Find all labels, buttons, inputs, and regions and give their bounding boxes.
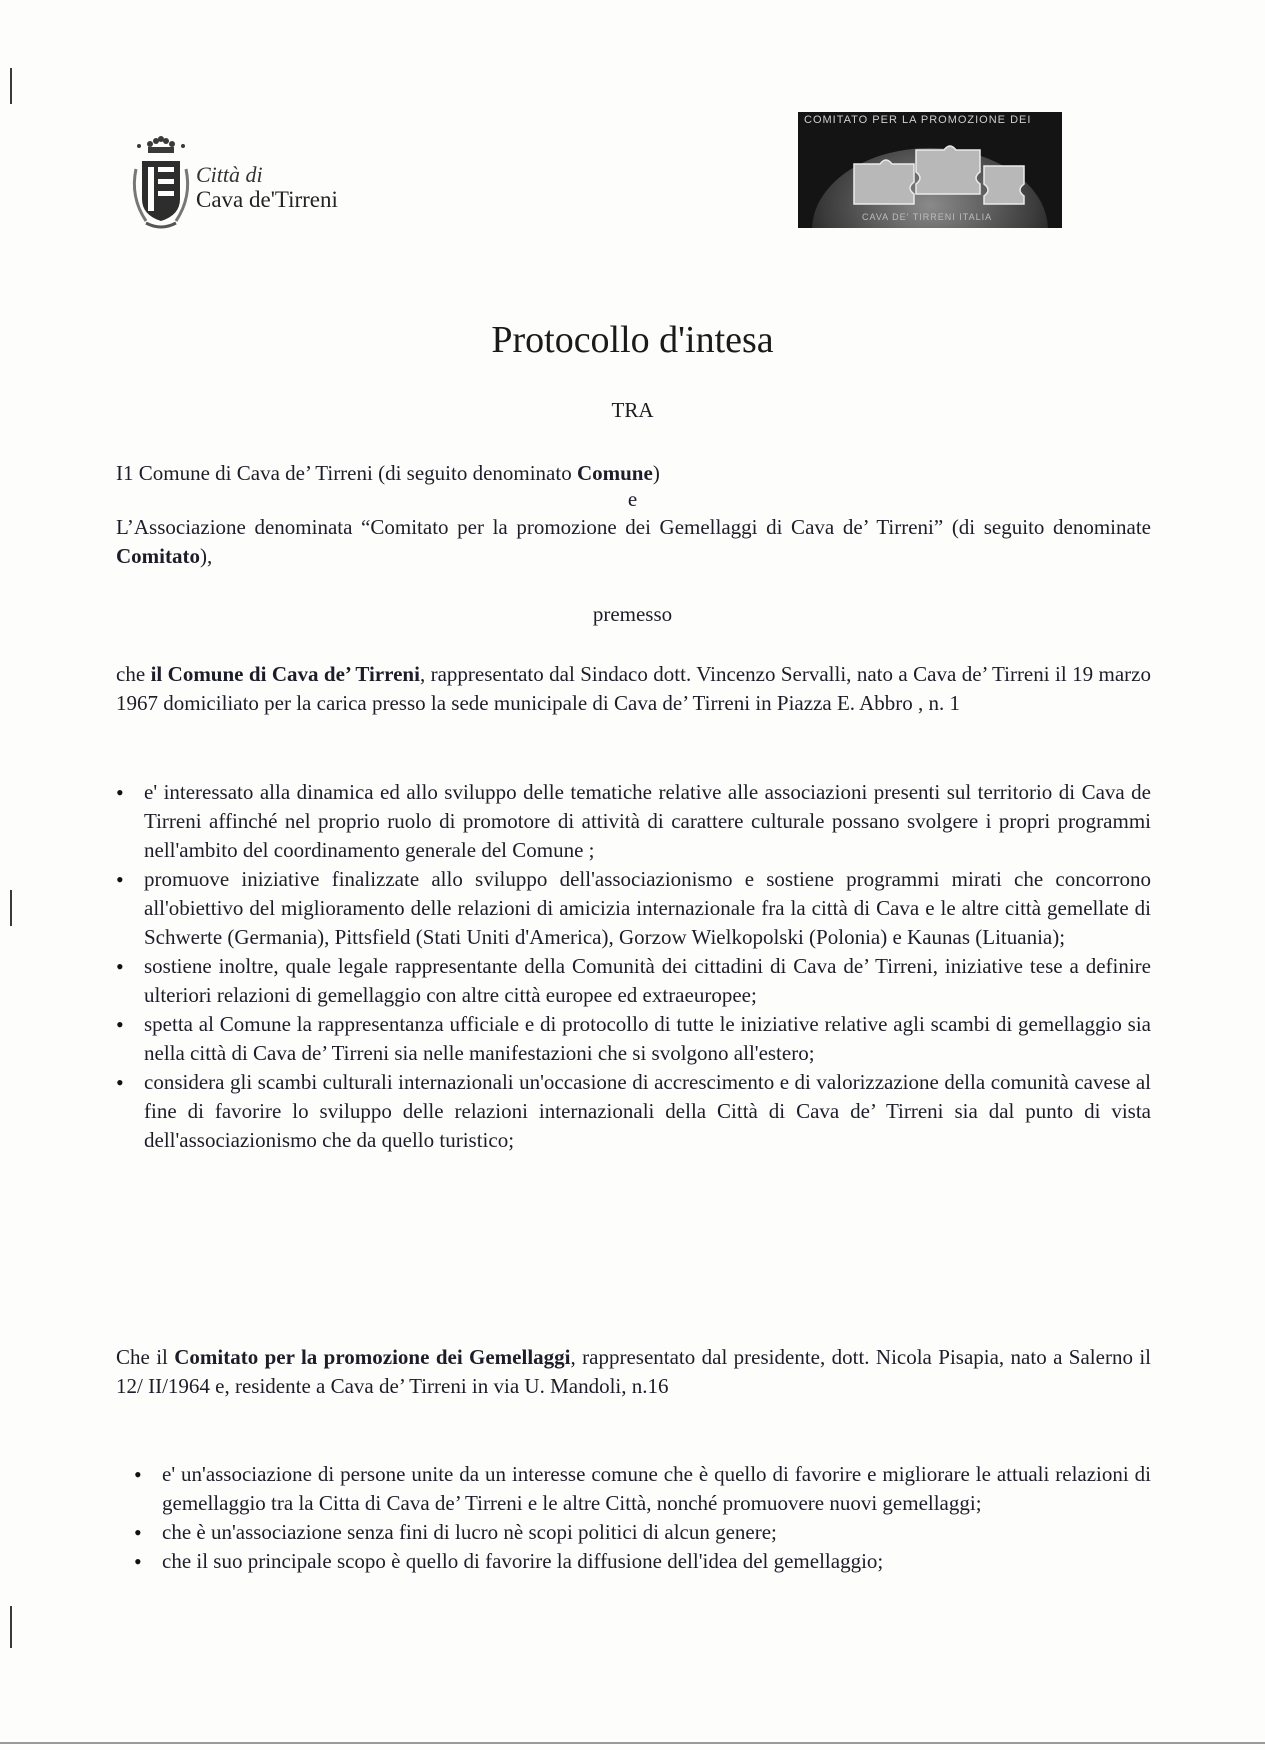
scan-mark bbox=[10, 68, 12, 104]
party-comitato-prefix: L’Associazione denominata “Comitato per la promozione dei Gemellaggi di Cava de’ Tirreni” (di seguito denominate bbox=[116, 515, 1151, 539]
committee-logo-title: COMITATO PER LA PROMOZIONE DEI bbox=[804, 114, 1032, 126]
list-item: • spetta al Comune la rappresentanza ufficiale e di protocollo di tutte le iniziative relative agli scambi di gemellaggio sia nella città di Cava de’ Tirreni sia nelle manifestazioni che si svolgono all'estero; bbox=[144, 1010, 1151, 1068]
list-item: • sostiene inoltre, quale legale rappresentante della Comunità dei cittadini di Cava de’ Tirreni, iniziative tese a definire ulteriori relazioni di gemellaggio con altre città europee ed extraeuropee; bbox=[144, 952, 1151, 1010]
comune-intro-prefix: che bbox=[116, 662, 151, 686]
comitato-intro-bold: Comitato per la promozione dei Gemellaggi bbox=[174, 1345, 571, 1369]
comitato-intro-prefix: Che il bbox=[116, 1345, 175, 1369]
tra-label: TRA bbox=[611, 398, 654, 422]
list-item: • che il suo principale scopo è quello di favorire la diffusione dell'idea del gemellaggio; bbox=[162, 1547, 1151, 1576]
party-comitato-suffix: ), bbox=[199, 544, 213, 568]
city-logo-line1: Città di bbox=[196, 162, 263, 187]
scan-mark bbox=[10, 890, 12, 926]
party-comitato bbox=[116, 513, 1151, 571]
conjunction-e: e bbox=[627, 487, 638, 511]
party-comune bbox=[116, 459, 1151, 488]
city-logo-line2: Cava de'Tirreni bbox=[196, 187, 338, 213]
page-title: Protocollo d'intesa bbox=[491, 319, 774, 361]
comitato-intro bbox=[116, 1343, 1151, 1401]
list-item: • considera gli scambi culturali internazionali un'occasione di accrescimento e di valorizzazione della comunità cavese al fine di favorire lo sviluppo delle relazioni internazionali della Città di Cava de’ Tirreni sia dal punto di vista dell'associazionismo che da quello turistico; bbox=[144, 1068, 1151, 1155]
city-logo bbox=[118, 135, 398, 235]
party-comune-bold: Comune bbox=[576, 461, 653, 485]
party-comune-prefix: I1 Comune di Cava de’ Tirreni (di seguito denominato bbox=[116, 461, 577, 485]
list-item: • che è un'associazione senza fini di lucro nè scopi politici di alcun genere; bbox=[162, 1518, 1151, 1547]
committee-logo-subtitle: CAVA DE' TIRRENI ITALIA bbox=[862, 212, 993, 222]
list-item: • e' un'associazione di persone unite da un interesse comune che è quello di favorire e migliorare le attuali relazioni di gemellaggio tra la Citta di Cava de’ Tirreni e le altre Città, nonché promuovere nuovi gemellaggi; bbox=[162, 1460, 1151, 1518]
committee-logo bbox=[798, 112, 1062, 228]
page-edge bbox=[0, 1742, 1265, 1744]
premesso-label: premesso bbox=[592, 602, 673, 626]
comune-intro-bold: il Comune di Cava de’ Tirreni bbox=[150, 662, 420, 686]
comitato-points-list bbox=[162, 1460, 1151, 1576]
party-comitato-bold: Comitato bbox=[116, 544, 200, 568]
comune-intro-suffix: , rappresentato dal Sindaco dott. Vincenzo Servalli, nato a Cava de’ Tirreni il 19 marzo 1967 domiciliato per la carica presso la sede municipale di Cava de’ Tirreni in Piazza E. Abbro , n. 1 bbox=[116, 662, 1151, 715]
list-item: • e' interessato alla dinamica ed allo sviluppo delle tematiche relative alle associazioni presenti sul territorio di Cava de Tirreni affinché nel proprio ruolo di promotore di attività di carattere culturale possano svolgere i propri programmi nell'ambito del coordinamento generale del Comune ; bbox=[144, 778, 1151, 865]
comune-points-list bbox=[144, 778, 1151, 1155]
coat-of-arms-icon bbox=[126, 135, 196, 235]
comitato-intro-suffix: , rappresentato dal presidente, dott. Nicola Pisapia, nato a Salerno il 12/ II/1964 e, residente a Cava de’ Tirreni in via U. Mandoli, n.16 bbox=[116, 1345, 1151, 1398]
scan-mark bbox=[10, 1606, 12, 1648]
comune-intro bbox=[116, 660, 1151, 718]
list-item: • promuove iniziative finalizzate allo sviluppo dell'associazionismo e sostiene programmi mirati che concorrono all'obiettivo del miglioramento delle relazioni di amicizia internazionale fra la città di Cava e le altre città gemellate di Schwerte (Germania), Pittsfield (Stati Uniti d'America), Gorzow Wielkopolski (Polonia) e Kaunas (Lituania); bbox=[144, 865, 1151, 952]
globe-puzzle-icon bbox=[798, 112, 1062, 228]
party-comune-suffix: ) bbox=[652, 461, 660, 485]
